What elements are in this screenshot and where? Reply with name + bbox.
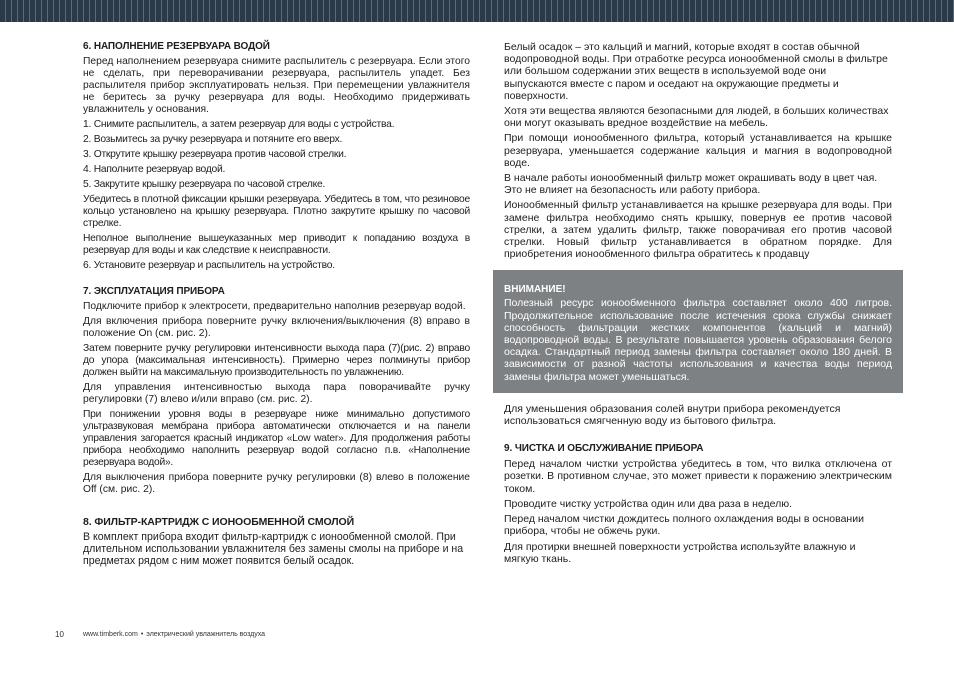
step-item: 4. Наполните резервуар водой. xyxy=(83,164,226,175)
section-title: 6. НАПОЛНЕНИЕ РЕЗЕРВУАРА ВОДОЙ xyxy=(83,41,270,52)
paragraph: В комплект прибора входит фильтр-картридж с ионообменной смолой. При длительном использовании увлажнителя без замены смолы на приборе и на предметах рядом с ним может появится белый осадок. xyxy=(83,531,464,567)
paragraph: Хотя эти вещества являются безопасными для людей, в больших количествах они могут оказывать вредное воздействие на мебель. xyxy=(504,105,889,130)
paragraph: 6. Установите резервуар и распылитель на устройство. xyxy=(83,260,335,271)
section-title: 7. ЭКСПЛУАТАЦИЯ ПРИБОРА xyxy=(83,286,225,297)
section-filter-cartridge xyxy=(83,516,470,567)
paragraph: Проводите чистку устройства один или два раза в неделю. xyxy=(504,497,793,510)
paragraph: Убедитесь в плотной фиксации крышки резервуара. Убедитесь в том, что резиновое кольцо установлено на крышку резервуара. Плотно закрутите крышку по часовой стрелке. xyxy=(83,194,470,229)
paragraph: Для протирки внешней поверхности устройства используйте влажную и мягкую ткань. xyxy=(504,540,856,565)
step-item: 5. Закрутите крышку резервуара по часовой стрелке. xyxy=(83,179,326,190)
paragraph: Для управления интенсивностью выхода пара поворачивайте ручку регулировки (7) влево и/или вправо (см. рис. 2). xyxy=(83,382,470,405)
paragraph: Для уменьшения образования солей внутри прибора рекомендуется использоваться смягченную воду из бытового фильтра. xyxy=(504,402,841,428)
right-column xyxy=(504,41,892,568)
paragraph: Перед наполнением резервуара снимите распылитель с резервуара. Если этого не сделать, при переворачивании резервуара, распылитель упадет. Без распылителя прибор эксплуатировать нельзя. При перемещении увлажнителя не беритесь за ручку резервуара для воды. Необходимо придерживать увлажнитель у основания. xyxy=(83,56,470,115)
step-item: 3. Открутите крышку резервуара против часовой стрелки. xyxy=(83,149,347,160)
section-operation xyxy=(83,286,470,496)
paragraph: Неполное выполнение вышеуказанных мер приводит к попаданию воздуха в резервуар для воды и как следствие к неисправности. xyxy=(83,233,470,256)
paragraph: Для выключения прибора поверните ручку регулировки (8) влево в положение Off (см. рис. 2). xyxy=(83,472,470,495)
footer-separator: • xyxy=(140,631,144,638)
notice-text: Полезный ресурс ионообменного фильтра составляет около 400 литров. Продолжительное использование после истечения срока службы снижает способность фильтрации жестких компонентов (кальций и магний) водопроводной воды. В результате повышается уровень образования белого осадка. Стандартный период замены фильтра составляет около 180 дней. В зависимости от разной частоты использования и качества воды период замены фильтра может уменьшаться. xyxy=(504,297,892,383)
step-item: 2. Возьмитесь за ручку резервуара и потяните его вверх. xyxy=(83,134,343,145)
paragraph: Для включения прибора поверните ручку включения/выключения (8) вправо в положение On (см. рис. 2). xyxy=(83,316,470,339)
header-band xyxy=(0,0,954,22)
paragraph: При помощи ионообменного фильтра, который устанавливается на крышке резервуара, уменьшается содержание кальция и магния в водопроводной воде. xyxy=(504,132,892,169)
paragraph: Перед началом чистки дождитесь полного охлаждения воды в основании прибора, чтобы не обжечь руки. xyxy=(504,513,864,538)
section-cleaning xyxy=(504,443,892,565)
paragraph: Ионообменный фильтр устанавливается на крышке резервуара для воды. При замене фильтра необходимо снять крышку, повернув ее против часовой стрелки, а затем удалить фильтр, также поворачивая его против часовой стрелки. Новый фильтр устанавливается в обратном порядке. Для приобретения ионообменного фильтра обратитесь к продавцу xyxy=(504,199,892,261)
left-column xyxy=(83,41,470,570)
footer-subtitle: электрический увлажнитель воздуха xyxy=(146,631,266,638)
paragraph: В начале работы ионообменный фильтр может окрашивать воду в цвет чая. Это не влияет на безопасность или работу прибора. xyxy=(504,172,878,197)
page-number: 10 xyxy=(55,630,64,639)
section-title: 9. ЧИСТКА И ОБСЛУЖИВАНИЕ ПРИБОРА xyxy=(504,443,704,455)
warning-notice xyxy=(493,270,903,392)
paragraph: Подключите прибор к электросети, предварительно наполнив резервуар водой. xyxy=(83,301,466,312)
paragraph: Затем поверните ручку регулировки интенсивности выхода пара (7)(рис. 2) вправо до упора (максимальная интенсивность). Примерно через полминуты прибор должен выйти на максимальную производительность по увлажнению. xyxy=(83,343,470,378)
paragraph: Белый осадок – это кальций и магний, которые входят в состав обычной водопроводной воды. При отработке ресурса ионообменной смолы в фильтре или большом содержании этих веществ в используемой воде они выпускаются вместе с паром и оседают на окружающие предметы и поверхности. xyxy=(504,41,888,102)
section-filling-tank xyxy=(83,41,470,272)
footer-site: www.timberk.com xyxy=(83,631,138,638)
step-item: 1. Снимите распылитель, а затем резервуар для воды с устройства. xyxy=(83,119,395,130)
notice-title: ВНИМАНИЕ! xyxy=(504,284,566,296)
page-footer xyxy=(55,630,265,639)
section-title: 8. ФИЛЬТР-КАРТРИДЖ С ИОНООБМЕННОЙ СМОЛОЙ xyxy=(83,516,355,528)
paragraph: Перед началом чистки устройства убедитесь в том, что вилка отключена от розетки. В противном случае, это может привести к поражению электрическим током. xyxy=(504,458,892,495)
paragraph: При понижении уровня воды в резервуаре ниже минимально допустимого ультразвуковая мембрана прибора автоматически отключается и на панели управления загорается красный индикатор «Low water». Для продолжения работы прибора необходимо наполнить резервуар водой согласно п.в. «Наполнение резервуара водой». xyxy=(83,409,470,468)
